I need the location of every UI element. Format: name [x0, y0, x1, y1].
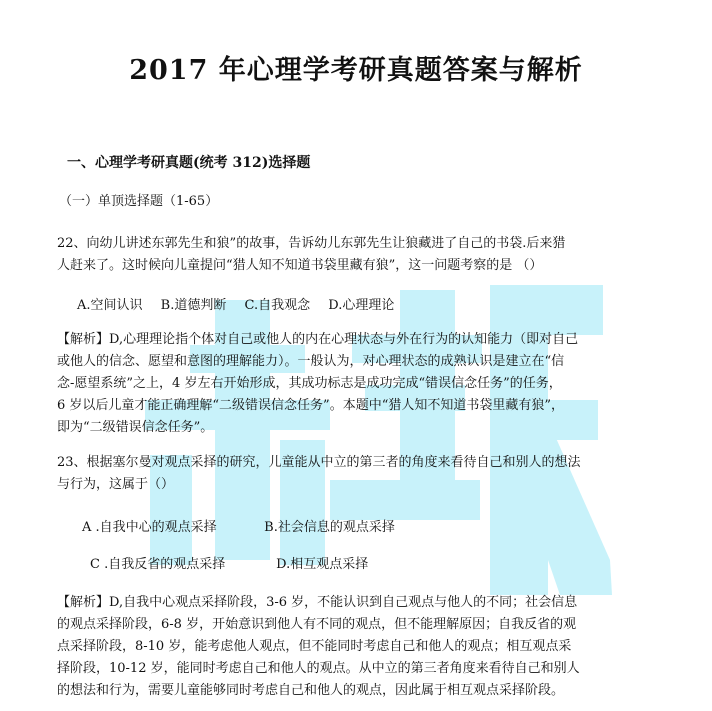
- question-22-analysis: [57, 329, 657, 439]
- analysis-line: 或他人的信念、愿望和意图的理解能力）。一般认为，对心理状态的成熟认识是建立在“信: [57, 354, 565, 369]
- page-title: 2017 年心理学考研真题答案与解析: [129, 55, 583, 86]
- option-c: C.自我观念: [244, 298, 311, 313]
- option-b: B.社会信息的观点采择: [264, 520, 395, 535]
- analysis-line: 6 岁以后儿童才能正确理解“二级错误信念任务”。本题中“猎人知不知道书袋里藏有狼”，: [57, 398, 564, 413]
- subsection-heading: （一）单顶选择题（1-65）: [59, 194, 219, 209]
- analysis-line: 的想法和行为，需要儿童能够同时考虑自己和他人的观点，因此属于相互观点采择阶段。: [57, 683, 565, 698]
- question-23-analysis: [57, 592, 657, 702]
- question-23-stem-line: 23、根据塞尔曼对观点采择的研究，儿童能从中立的第三者的角度来看待自己和别人的想法: [57, 455, 581, 470]
- question-23-options-row-1: [82, 516, 395, 535]
- option-b: B.道德判断: [160, 298, 227, 313]
- analysis-line: 【解析】D,自我中心观点采择阶段，3-6 岁，不能认识到自己观点与他人的不同；社会信息: [57, 595, 578, 610]
- question-22-stem-line: 22、向幼儿讲述东郭先生和狼”的故事，告诉幼儿东郭先生让狼藏进了自己的书袋.后来猎: [57, 236, 566, 251]
- analysis-line: 择阶段，10-12 岁，能同时考虑自己和他人的观点。从中立的第三者角度来看待自己和别人: [57, 661, 580, 676]
- option-a: A .自我中心的观点采择: [82, 520, 217, 535]
- question-23-stem-line: 与行为，这属于（）: [57, 477, 175, 492]
- question-22-stem-line: 人赶来了。这时候向儿童提问“猎人知不知道书袋里藏有狼”，这一问题考察的是 （）: [57, 258, 543, 273]
- option-a: A.空间认识: [77, 298, 143, 313]
- question-22-options: [77, 294, 394, 313]
- analysis-line: 的观点采择阶段，6-8 岁，开始意识到他人有不同的观点，但不能理解原因；自我反省的观: [57, 617, 577, 632]
- question-22-stem: [57, 233, 657, 277]
- analysis-line: 念-愿望系统”之上，4 岁左右开始形成，其成功标志是成功完成“错误信念任务”的任务，: [57, 376, 562, 391]
- section-heading: 一、心理学考研真题(统考 312)选择题: [67, 155, 311, 171]
- option-d: D.心理理论: [328, 298, 395, 313]
- question-23-stem: [57, 452, 657, 496]
- analysis-line: 点采择阶段，8-10 岁，能考虑他人观点，但不能同时考虑自己和他人的观点；相互观点采: [57, 639, 572, 654]
- option-c: C .自我反省的观点采择: [90, 557, 226, 572]
- question-23-options-row-2: [90, 553, 368, 572]
- analysis-line: 即为“二级错误信念任务”。: [57, 420, 214, 435]
- option-d: D.相互观点采择: [276, 557, 369, 572]
- analysis-line: 【解析】D,心理理论指个体对自己或他人的内在心理状态与外在行为的认知能力（即对自己: [57, 332, 579, 347]
